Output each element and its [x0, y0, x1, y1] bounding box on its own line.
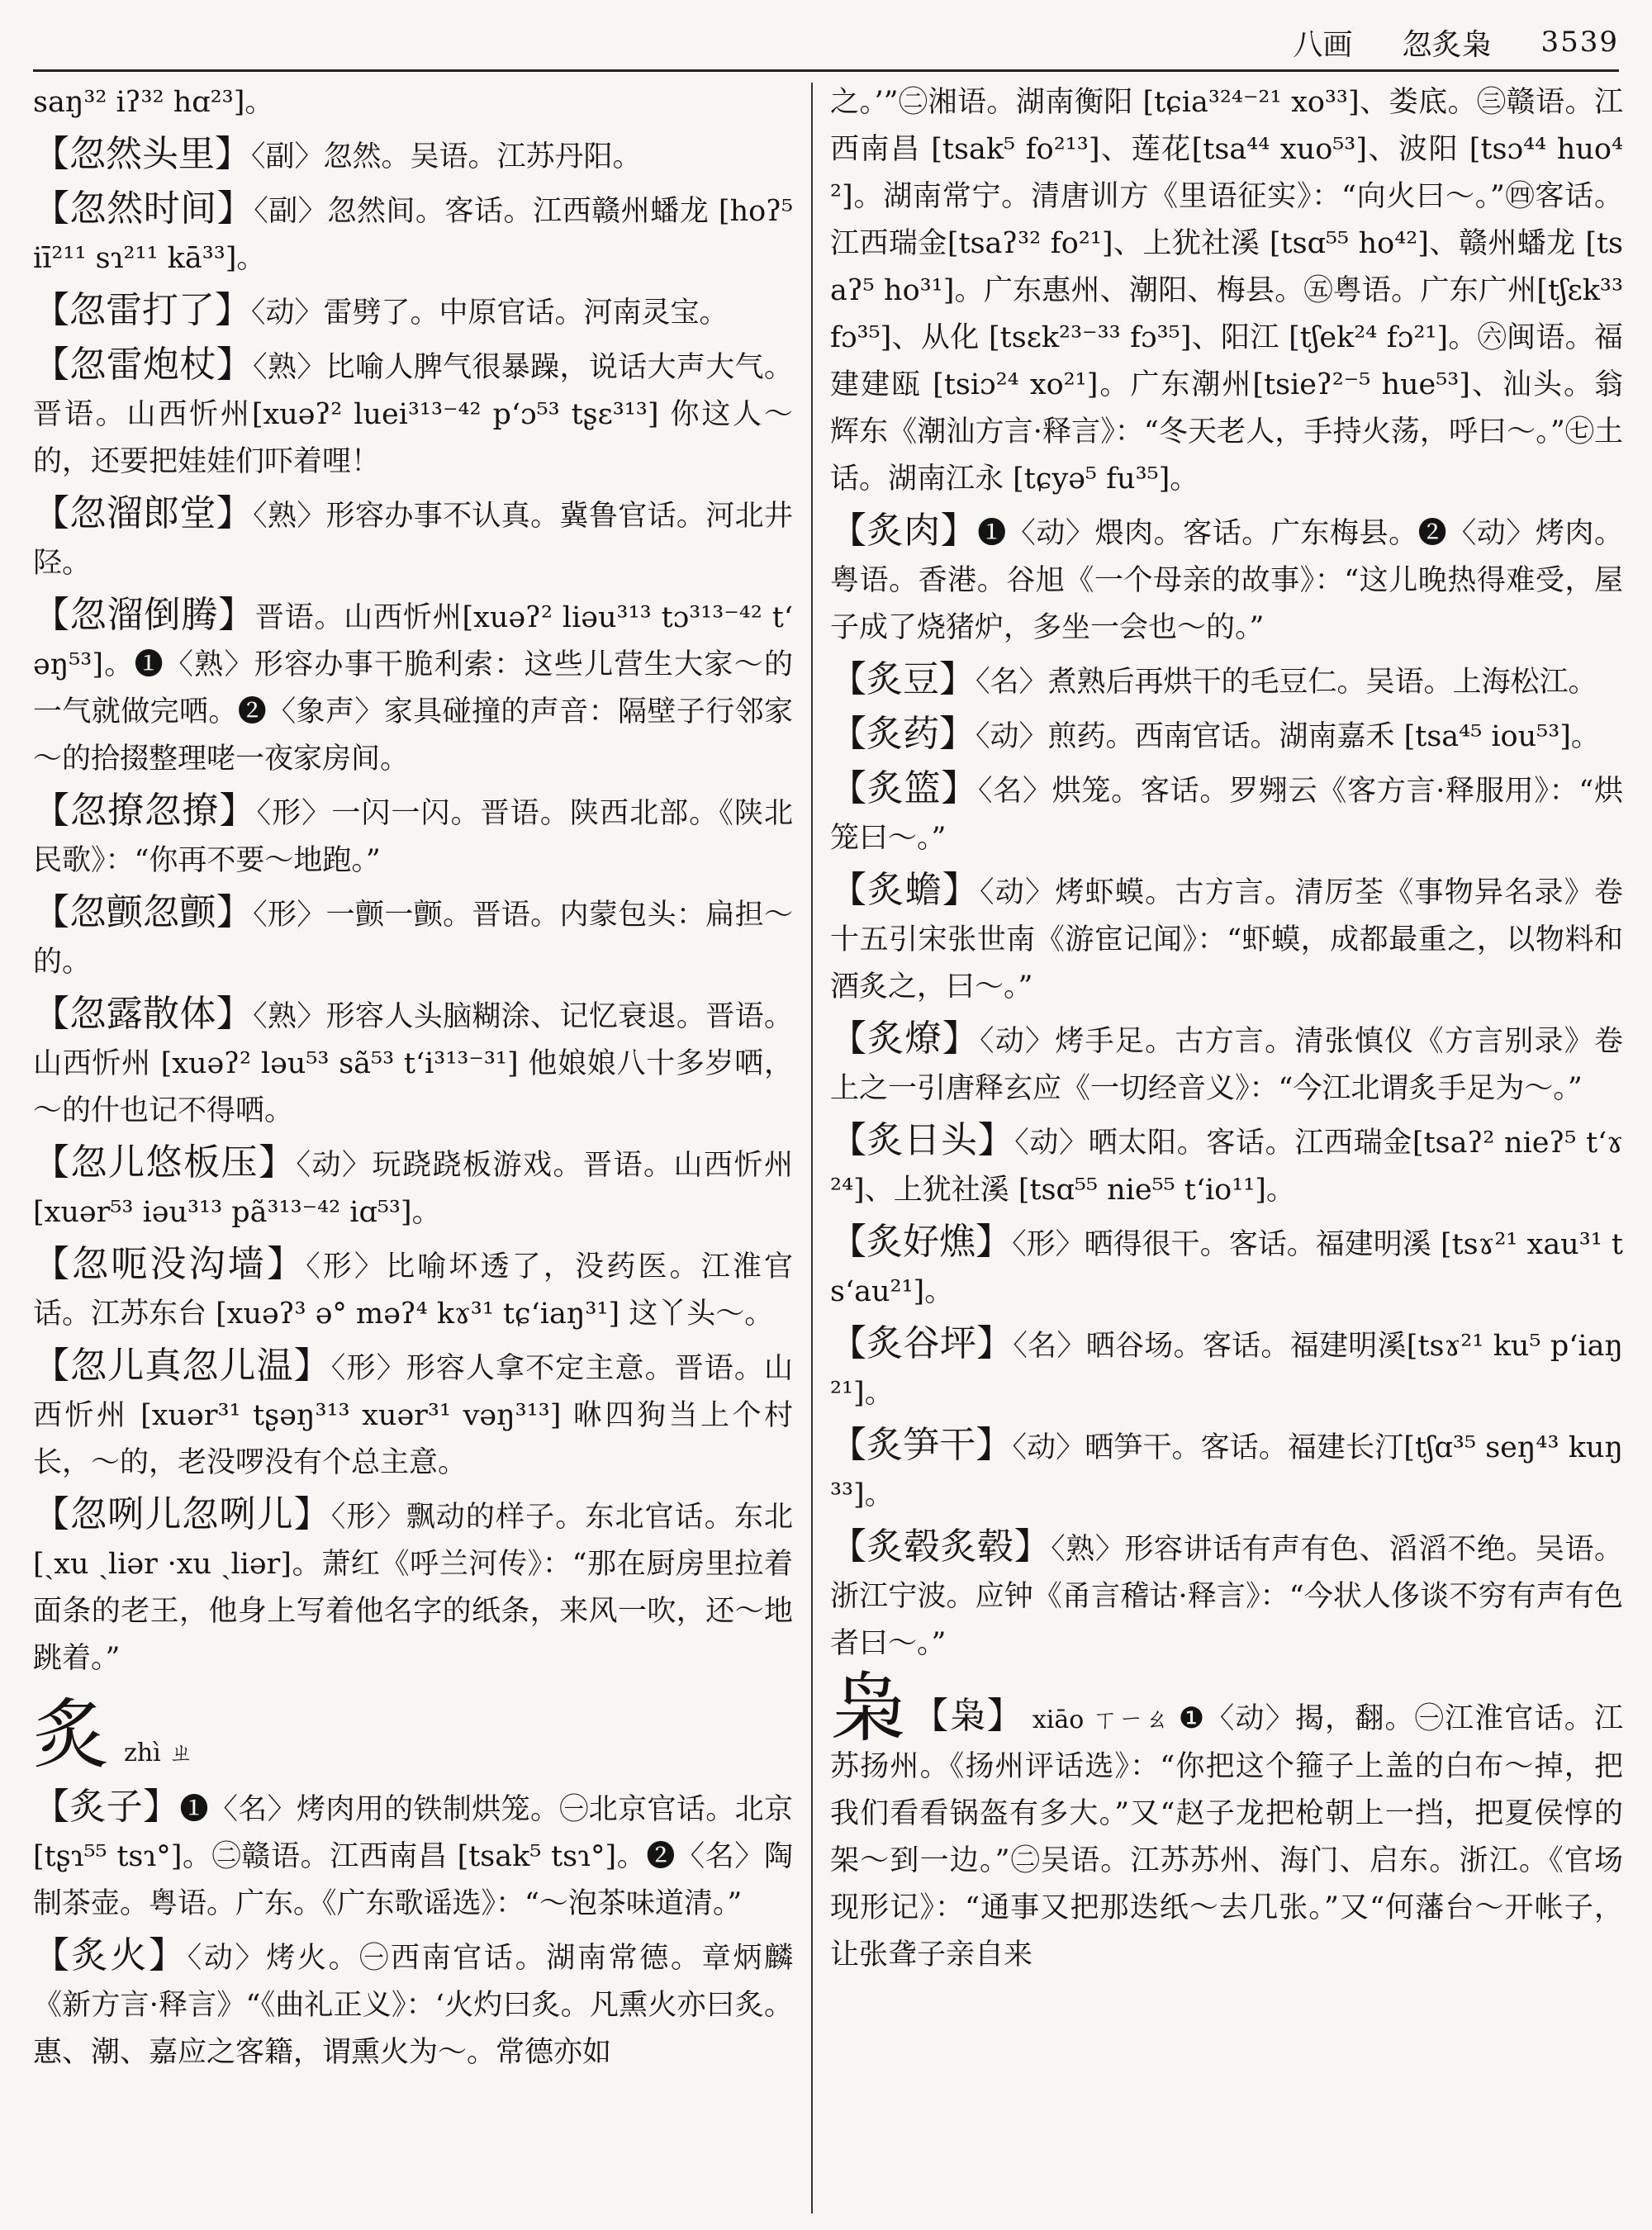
- dictionary-entry: [33, 990, 793, 1135]
- header-rule: [33, 69, 1619, 72]
- entry-headword: 【忽然头里】: [33, 133, 251, 175]
- head-char-pinyin: xiāo ㄒㄧㄠ: [1032, 1706, 1170, 1734]
- dictionary-entry: [33, 490, 793, 587]
- entry-headword: 【忽雷打了】: [33, 289, 251, 331]
- head-character-zhi: [33, 1691, 793, 1779]
- dictionary-entry: [33, 889, 793, 986]
- entry-text: 〈副〉忽然。吴语。江苏丹阳。: [251, 140, 642, 173]
- entry-headword: 【忽咧儿忽咧儿】: [33, 1493, 331, 1535]
- entry-text: 〈形〉一颤一颤。晋语。内蒙包头：扁担～的。: [33, 899, 793, 979]
- dictionary-entry: [830, 1523, 1623, 1668]
- entry-text: ❶〈动〉揭，翻。㊀江淮官话。江苏扬州。《扬州评话选》：“你把这个箍子上盖的白布～掉，把我们看看锅盔有多大。”又“赵子龙把枪朝上一挡，把夏侯惇的架～到一边。”㊁吴语。江苏苏州、海门、启东。浙江。《官场现形记》：“通事又把那迭纸～去几张。”又“何藩台～开帐子，让张聋子亲自来: [830, 1702, 1623, 1971]
- entry-headword: 【忽颤忽颤】: [33, 891, 254, 933]
- entry-headword: 【炙药】: [830, 713, 976, 755]
- entry-text: 〈动〉雷劈了。中原官话。河南灵宝。: [251, 297, 729, 330]
- entry-headword: 【炙好燋】: [830, 1221, 1013, 1263]
- head-char-pinyin: zhì ㄓ: [124, 1739, 194, 1767]
- entry-headword: 【忽呃没沟墙】: [33, 1243, 306, 1285]
- head-character-xiao: [830, 1664, 1623, 1979]
- entry-headword: 【枭】: [912, 1695, 1024, 1737]
- entry-headword: 【忽儿真忽儿温】: [33, 1345, 331, 1387]
- entry-headword: 【炙蟾】: [830, 869, 980, 911]
- entry-headword: 【忽溜倒腾】: [33, 594, 255, 636]
- entry-text: 〈形〉比喻坏透了，没药医。江淮官话。江苏东台 [xuəʔ³ ə° məʔ⁴ kɤ³¹ tɕʻiaŋ³¹] 这丫头～。: [33, 1250, 793, 1331]
- entry-text: ❶〈动〉煨肉。客话。广东梅县。❷〈动〉烤肉。粤语。香港。谷旭《一个母亲的故事》：“这儿晚热得难受，屋子成了烧猪炉，多坐一会也～的。”: [830, 517, 1623, 644]
- dictionary-entry: [830, 656, 1623, 706]
- dictionary-entry: [33, 130, 793, 181]
- dictionary-entry: [33, 1932, 793, 2076]
- dictionary-entry: [830, 507, 1623, 652]
- entry-headword: 【炙燎】: [830, 1018, 980, 1060]
- dictionary-entry: [33, 787, 793, 885]
- dictionary-entry: [830, 1218, 1623, 1316]
- entry-text: 晋语。山西忻州[xuəʔ² liəu³¹³ tɔ³¹³⁻⁴² tʻəŋ⁵³]。❶〈熟〉形容办事干脆利索：这些儿营生大家～的一气就做完哂。❷〈象声〉家具碰撞的声音：隔壁子行邻家～的拾掇整理咾一夜家房间。: [33, 601, 793, 776]
- entry-headword: 【炙笋干】: [830, 1424, 1013, 1466]
- dictionary-entry: [830, 866, 1623, 1011]
- entry-headword: 【炙肉】: [830, 510, 978, 552]
- head-char: 枭: [830, 1664, 908, 1753]
- dictionary-entry: [830, 1015, 1623, 1113]
- entry-text: 〈动〉玩跷跷板游戏。晋语。山西忻州 [xuər⁵³ iəu³¹³ pã³¹³⁻⁴² iɑ⁵³]。: [33, 1149, 793, 1229]
- entry-text: 〈熟〉形容办事不认真。冀鲁官话。河北井陉。: [33, 500, 793, 580]
- entry-text: 〈形〉形容人拿不定主意。晋语。山西忻州 [xuər³¹ tʂəŋ³¹³ xuər³¹ vəŋ³¹³] 咻四狗当上个村长，～的，老没啰没有个总主意。: [33, 1352, 793, 1479]
- dictionary-entry: [33, 1491, 793, 1682]
- dictionary-entry: [830, 765, 1623, 862]
- head-char: 炙: [33, 1691, 110, 1779]
- entry-text: 之。’”㊁湘语。湖南衡阳 [tɕia³²⁴⁻²¹ xo³³]、娄底。㊂赣语。江西南昌 [tsak⁵ fo²¹³]、莲花[tsa⁴⁴ xuo⁵³]、波阳 [tsɔ⁴⁴ huo⁴²]。湖南常宁。清唐训方《里语征实》：“向火曰～。”㊃客话。江西瑞金[tsaʔ³² fo²¹]、上犹社溪 [tsɑ⁵⁵ ho⁴²]、赣州蟠龙 [tsaʔ⁵ ho³¹]。广东惠州、潮阳、梅县。㊄粤语。广东广州[tʃɛk³³ fɔ³⁵]、从化 [tsɛk²³⁻³³ fɔ³⁵]、阳江 [tʃek²⁴ fɔ²¹]。㊅闽语。福建建瓯 [tsiɔ²⁴ xo²¹]。广东潮州[tsieʔ²⁻⁵ hue⁵³]、汕头。翁辉东《潮汕方言·释言》：“冬天老人，手持火荡，呼曰～。”㊆土话。湖南江永 [tɕyə⁵ fu³⁵]。: [830, 86, 1623, 496]
- entry-text: saŋ³² iʔ³² hɑ²³]。: [33, 86, 274, 119]
- entry-text: 〈熟〉比喻人脾气很暴躁，说话大声大气。晋语。山西忻州[xuəʔ² luei³¹³⁻⁴² pʻɔ⁵³ tʂɛ³¹³] 你这人～的，还要把娃娃们吓着哩！: [33, 351, 793, 478]
- dictionary-entry: [33, 287, 793, 337]
- header-chars: 忽炙枭: [1402, 27, 1492, 62]
- entry-text: 〈动〉烤虾蟆。古方言。清厉荃《事物异名录》卷十五引宋张世南《游宦记闻》：“虾蟆，成都最重之，以物料和酒炙之，曰～。”: [830, 876, 1623, 1004]
- dictionary-entry: [33, 79, 793, 126]
- left-column: [33, 79, 793, 2222]
- entry-text: ❶〈名〉烤肉用的铁制烘笼。㊀北京官话。北京 [tʂɿ⁵⁵ tsɿ°]。㊁赣语。江西南昌 [tsak⁵ tsɿ°]。❷〈名〉陶制茶壶。粤语。广东。《广东歌谣选》：“～泡茶味道清。”: [33, 1793, 793, 1920]
- page-header: [793, 13, 1619, 71]
- entry-text: 〈动〉晒笋干。客话。福建长汀[tʃɑ³⁵ seŋ⁴³ kuŋ³³]。: [830, 1431, 1623, 1511]
- entry-headword: 【炙火】: [33, 1934, 188, 1976]
- dictionary-entry: [830, 1320, 1623, 1417]
- entry-text: 〈熟〉形容人头脑糊涂、记忆衰退。晋语。山西忻州 [xuəʔ² ləu⁵³ sã⁵³ tʻi³¹³⁻³¹] 他娘娘八十多岁哂，～的什也记不得哂。: [33, 1000, 793, 1127]
- entry-headword: 【炙毂炙毂】: [830, 1525, 1051, 1568]
- entry-headword: 【炙子】: [33, 1786, 180, 1828]
- column-divider: [811, 83, 813, 2213]
- entry-headword: 【炙篮】: [830, 767, 978, 809]
- dictionary-entry: [830, 1421, 1623, 1519]
- entry-text: 〈熟〉形容讲话有声有色、滔滔不绝。吴语。浙江宁波。应钟《甬言稽诂·释言》：“今状人侈谈不穷有声有色者曰～。”: [830, 1533, 1623, 1660]
- entry-text: 〈动〉煎药。西南官话。湖南嘉禾 [tsa⁴⁵ iou⁵³]。: [976, 720, 1600, 753]
- entry-text: 〈名〉煮熟后再烘干的毛豆仁。吴语。上海松江。: [976, 666, 1597, 699]
- dictionary-entry: [33, 341, 793, 486]
- dictionary-entry: [33, 1241, 793, 1338]
- entry-headword: 【忽然时间】: [33, 187, 254, 230]
- entry-headword: 【忽露散体】: [33, 993, 254, 1035]
- dictionary-entry: [33, 1783, 793, 1928]
- dictionary-entry: [33, 1342, 793, 1487]
- entry-headword: 【忽儿悠板压】: [33, 1141, 297, 1184]
- dictionary-entry: [33, 185, 793, 282]
- dictionary-entry: [830, 79, 1623, 503]
- entry-text: 〈名〉晒谷场。客话。福建明溪[tsɤ²¹ ku⁵ pʻiaŋ²¹]。: [830, 1330, 1623, 1410]
- header-section: 八画: [1293, 27, 1353, 62]
- entry-text: 〈形〉一闪一闪。晋语。陕西北部。《陕北民歌》：“你再不要～地跑。”: [33, 797, 793, 877]
- entry-headword: 【炙日头】: [830, 1119, 1015, 1161]
- entry-text: 〈动〉烤手足。古方言。清张慎仪《方言别录》卷上之一引唐释玄应《一切经音义》：“今江北谓炙手足为～。”: [830, 1025, 1623, 1105]
- right-column: [830, 79, 1623, 2222]
- entry-headword: 【炙谷坪】: [830, 1322, 1014, 1364]
- entry-text: 〈动〉烤火。㊀西南官话。湖南常德。章炳麟《新方言·释言》“《曲礼正义》：‘火灼曰炙。凡熏火亦曰炙。惠、潮、嘉应之客籍，谓熏火为～。常德亦如: [33, 1942, 793, 2069]
- dictionary-entry: [830, 710, 1623, 761]
- page-number: 3539: [1540, 26, 1619, 59]
- dictionary-entry: [33, 591, 793, 783]
- dictionary-entry: [33, 1139, 793, 1236]
- entry-headword: 【炙豆】: [830, 658, 976, 700]
- entry-headword: 【忽雷炮杖】: [33, 344, 254, 386]
- entry-text: 〈副〉忽然间。客话。江西赣州蟠龙 [hoʔ⁵ iī²¹¹ sɿ²¹¹ kā³³]。: [33, 195, 793, 275]
- entry-headword: 【忽撩忽撩】: [33, 790, 257, 832]
- dictionary-entry: [830, 1117, 1623, 1214]
- entry-text: 〈名〉烘笼。客话。罗翙云《客方言·释服用》：“烘笼曰～。”: [830, 775, 1623, 855]
- entry-text: 〈形〉飘动的样子。东北官话。东北 [ˏxu ˏliər ·xu ˏliər]。萧红《呼兰河传》：“那在厨房里拉着面条的老王，他身上写着他名字的纸条，来风一吹，还～地跳着。”: [33, 1501, 793, 1675]
- entry-text: 〈形〉晒得很干。客话。福建明溪 [tsɤ²¹ xau³¹ tsʻau²¹]。: [830, 1228, 1623, 1308]
- entry-text: 〈动〉晒太阳。客话。江西瑞金[tsaʔ² nieʔ⁵ tʻɤ²⁴]、上犹社溪 [tsɑ⁵⁵ nie⁵⁵ tʻio¹¹]。: [830, 1127, 1623, 1207]
- entry-headword: 【忽溜郎堂】: [33, 492, 254, 534]
